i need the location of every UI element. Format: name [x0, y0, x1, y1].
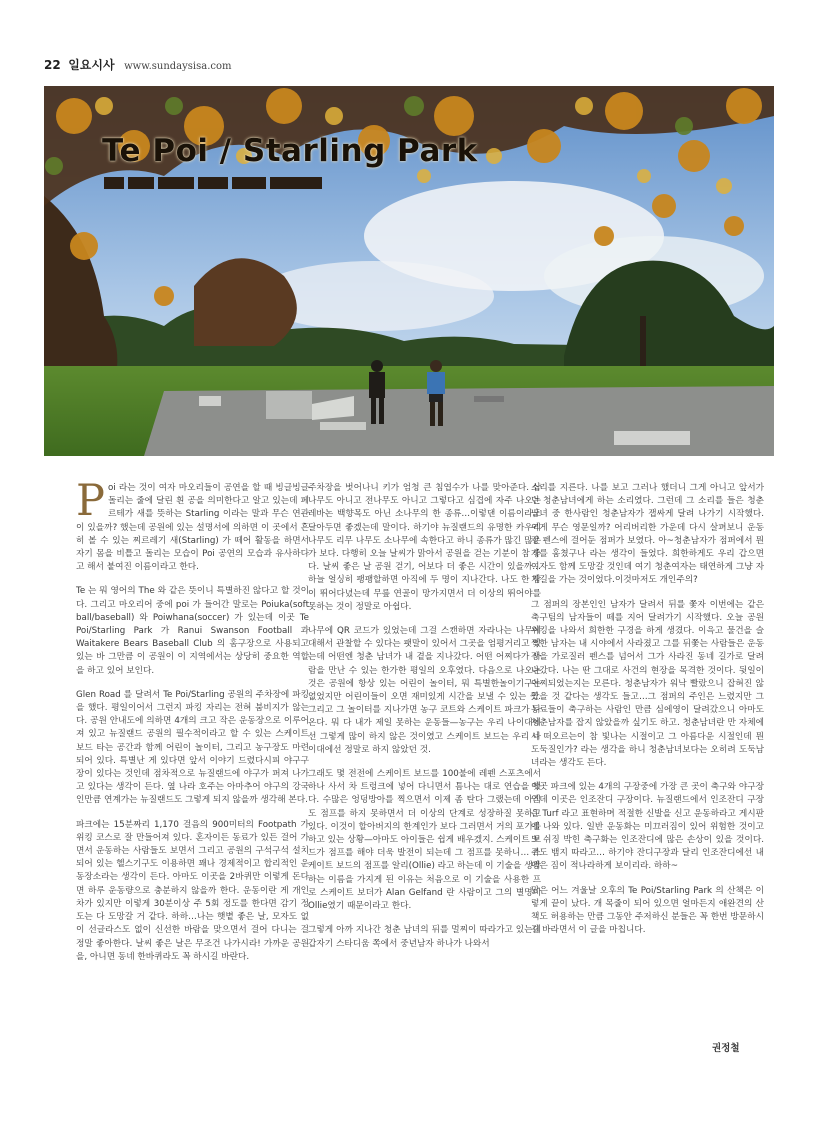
publication-name: 일요시사: [68, 58, 115, 72]
column-1: [76, 476, 309, 975]
title-subline-decoration: [104, 177, 326, 196]
paragraph: 주차장을 벗어나니 키가 엄청 큰 침엽수가 나를 맞아준다. 삼나무도 아니고 전나무도 아니고 그렇다고 심겹에 자주 나오는 레바논 백향목도 아닌 소나무의 한 종류…이렇댄 이름이라도 달아두면 좋겠는데 말이다. 하기야 뉴질랜드의 유명한 카우리 나무도 리무 나무도 소나무에 속한다고 하니 종류가 많긴 많은가 보다. 다행히 오늘 날씨가 맑아서 공원을 걷는 기분이 참 좋다. 날씨 좋은 날 공원 걷기, 어보다 더 좋은 시간이 있을까…하늘 얼싱히 팽팽할하면 아직에 두 명이 지나간다. 나도 한 땀이 뛰어다녔는데 무릎 연골이 망가지면서 더 이상의 뛰어야를 못하는 것이 정말로 아쉽다.: [308, 483, 541, 612]
paragraph: 그렇게 아까 지나간 청춘 남녀의 뒤를 멀찌이 따라가고 있는데 갑자기 스타디움 쪽에서 중년남자 하나가 나와서: [308, 925, 541, 949]
paragraph: 나무에 QR 코드가 있었는데 그걸 스캔하면 자라나는 나무에 대해서 관찰할 수 있다는 팻말이 있어서 그곳을 엄평거리고 있는데 어떤엔 청춘 남녀가 내 곁을 지나갔다. 어떤 어찌다가 사람을 만난 수 있는 한가한 평일의 오후였다. 다음으로 나오는 것은 공원에 항상 있는 어린이 놀이터, 뭐 특별한놀이기구는 없었지만 어린이들이 오면 재미있게 시간을 보낼 수 있는 곳. 그리고 그 놀이터를 지나가면 농구 코트와 스케이트 파크가 나온다. 뭐 다 내가 제일 못하는 운동들—농구는 우리 나이대에선 그렇게 많이 하지 않은 것이였고 스케이트 보드는 우리 나이대에선 정말로 하지 않았던 것.: [308, 626, 541, 755]
column-3: [531, 482, 764, 949]
paragraph: 그 점퍼의 장본인인 남자가 달려서 뒤를 쫓자 이번에는 같은 축구팀의 남자들이 떼를 지어 달려가기 시작했다. 오늘 공원 위킹을 나와서 희한한 구경을 하게 생겼다. 이윽고 물건을 슬쩍한 남자는 내 시야에서 사라졌고 그를 뒤쫓는 사람들은 운동장을 가로질러 펜스를 넘어서 그가 사라진 동네 길가로 달려 나갔다. 나는 딴 그대로 사건의 현장을 목격한 것이다. 뒷일이 어찌되었는지는 모른다. 청춘남자가 워낙 빨랐으니 잡혀진 않았을 것 같다는 생각도 들고…그 점퍼의 주인은 느렸지만 그 동료들이 축구하는 사람인 만큼 심에영이 달려갔으니 아마도 청춘남자를 잡지 않았을까 싶기도 하고. 청춘남녀란 만 자체에서 떠오르는이 참 빛나는 시절이고 그 아름다운 시절인데 뭔 도둑질인가? 라는 생각을 하니 청춘남녀보다는 오히려 도둑남녀라는 생각도 든다.: [531, 599, 764, 769]
drop-cap: P: [76, 476, 105, 526]
paragraph: 소리를 지른다. 나를 보고 그러나 했더니 그게 아니고 앞서가던 청춘남녀에게 하는 소리였다. 그런데 그 소리를 들은 청춘남녀 중 한사람인 청춘남자가 잽싸게 달려 나가기 시작했다. 이게 무슨 영문일까? 어리버리한 가운데 다시 살펴보니 운동장 펜스에 걸어둔 점퍼가 보였다. 아~청춘남자가 점퍼에서 뭔가를 훔쳤구나 라는 생각이 들었다. 희한하게도 우리 갑으면 여자도 함께 도망갈 것인데 여기 청춘여자는 태연하게 그냥 자기길을 가는 것이었다.이것마저도 개인주의?: [531, 483, 764, 586]
publication-url[interactable]: www.sundaysisa.com: [124, 61, 232, 72]
paragraph: 맑은 어느 겨울날 오후의 Te Poi/Starling Park 의 산책은 이렇게 끝이 났다. 개 목줄이 되어 있으면 얼마든지 애완견의 산책도 허용하는 만큼 그동안 주저하신 분들은 꼭 한번 방문하시길 바라면서 이 글을 마칩니다.: [531, 885, 764, 936]
paragraph: 그래도 몇 전전에 스케이트 보드를 100불에 레펜 스포츠에서 하나 사서 차 트렁크에 넣어 다니면서 틈나는 대로 연습을 했다. 수많은 엉덩방아를 찍으면서 이제 좀 탄다 그랬는데 아직도 점프를 하지 못하면서 더 이상의 단계로 성장하질 못하고 있다. 이것이 할아버지의 한계인가 보다 그러면서 거의 포기를 하고 있는 상황—아마도 아이들은 쉽게 배우겠지. 스케이트 보드가 점프를 해야 더욱 발전이 되는데 그 점프를 못하니… 스케이트 보드의 점프를 알리(Ollie) 라고 하는데 이 기술을 생각하는 이름을 가지게 된 이유는 처음으로 이 기술을 사용한 프로 스케이트 보더가 Alan Gelfand 란 사람이고 그의 별명이 Ollie였기 때문이라고 한다.: [308, 769, 541, 912]
paragraph: Te 는 뭐 영어의 The 와 같은 뜻이니 특별하진 않다고 할 것이다. 그리고 마오리어 중에 poi 가 들어간 말로는 Poiuka(soft ball/baseball) 와 Poiwhana(soccer) 가 있는데 이곳 Te Poi/Starling Park 가 Ranui Swanson Football 과 Waitakere Bears Baseball Club 의 홈구장으로 사용되고 있는 바 그만큼 이 공원이 이 지역에서는 상당히 중요한 역할을 하고 있어 보인다.: [76, 586, 309, 676]
paragraph: 파크에는 15분짜리 1,170 걸음의 900미터의 Footpath 가 위킹 코스로 잘 만들어져 있다. 혼자이든 동료가 있든 걸어 가면서 운동하는 사람들도 보면서 그리고 공원의 구석구석 설치되어 있는 헬스기구도 이용하면 꽤나 경제적이고 합리적인 운동장소라는 생각이 든다. 아마도 이곳을 2바퀴만 이렇게 돈다면 하루 운동량으로 충분하지 않을까 한다. 운동이란 게 개인차가 있지만 이렇게 30분이상 주 5회 정도를 한다면 감기 정도는 다 도망갈 거 같다. 하하…나는 햇볕 좋은 날, 모자도 없이 선글라스도 없이 신선한 바람을 맞으면서 걸어 다니는 걸 정말 좋아한다. 날씨 좋은 날은 무조건 나가시라! 가까운 공원을, 아니면 동네 한바퀴라도 꼭 하시길 바란다.: [76, 819, 309, 962]
article-body: [0, 476, 820, 1102]
paragraph-text: oi 라는 것이 여자 마오리들이 공연을 할 때 빙글빙글 돌리는 줄에 달린 흰 공을 의미한다고 알고 있는데 페르테가 새를 뜻하는 Starling 이라는 말과 무슨 연관이 있을까? 했는데 공원에 있는 설명서에 의하면 이 곳에서 흔히 볼 수 있는 찌르레기 새(Starling) 가 떼어 활동을 하면서 자기 몸을 비틀고 돌리는 모습이 Poi 공연의 모습과 유사하다고 해서 붙여진 이름이라고 한다.: [76, 483, 309, 573]
paragraph: Glen Road 를 달려서 Te Poi/Starling 공원의 주차장에 파킹을 했다. 평일이어서 그런지 파킹 자리는 전혀 붐비지가 않는다. 공원 안내도에 의하면 4개의 크고 작은 운동장으로 이루어져 있고 뉴질랜드 공원의 필수적이라고 할 수 있는 스케이트 보드 타는 공간과 함께 어린이 놀이터, 그리고 농구장도 마련되어 있다. 특별난 게 있다면 앞서 이야기 드렸다시피 야구구장이 있다는 것인데 점차적으로 뉴질랜드에 야구가 퍼져 나가고 있다는 생각이 든다. 옆 나라 호주는 아마추어 야구의 강국인만큼 연계가는 뉴질랜드도 그렇게 되지 않을까 생각해 본다.: [76, 689, 309, 806]
page-header: [44, 56, 231, 73]
paragraph: 이곳 파크에 있는 4개의 구장중에 가장 큰 곳이 축구와 야구장인데 이곳은 인조잔디 구장이다. 뉴질랜드에서 인조잔디 구장은 Turf 라고 표현하며 적절한 신발을 신고 운동하라고 게시판에 나와 있다. 일반 운동화는 미끄러짐이 있어 위험한 것이고 또 쉬징 박힌 축구화는 인조잔디에 많은 손상이 있을 것이다. 쥐도 뱀지 따라고… 하기야 잔디구장과 달리 인조잔디에선 내팽은 짐이 적나라하게 보이리라. 하하~: [531, 782, 764, 872]
column-2: [308, 482, 541, 962]
page-number: 22: [44, 58, 61, 72]
paragraph: [76, 476, 309, 574]
article-title: Te Poi / Starling Park: [102, 133, 478, 169]
author-signature: 권정철: [712, 1043, 740, 1054]
